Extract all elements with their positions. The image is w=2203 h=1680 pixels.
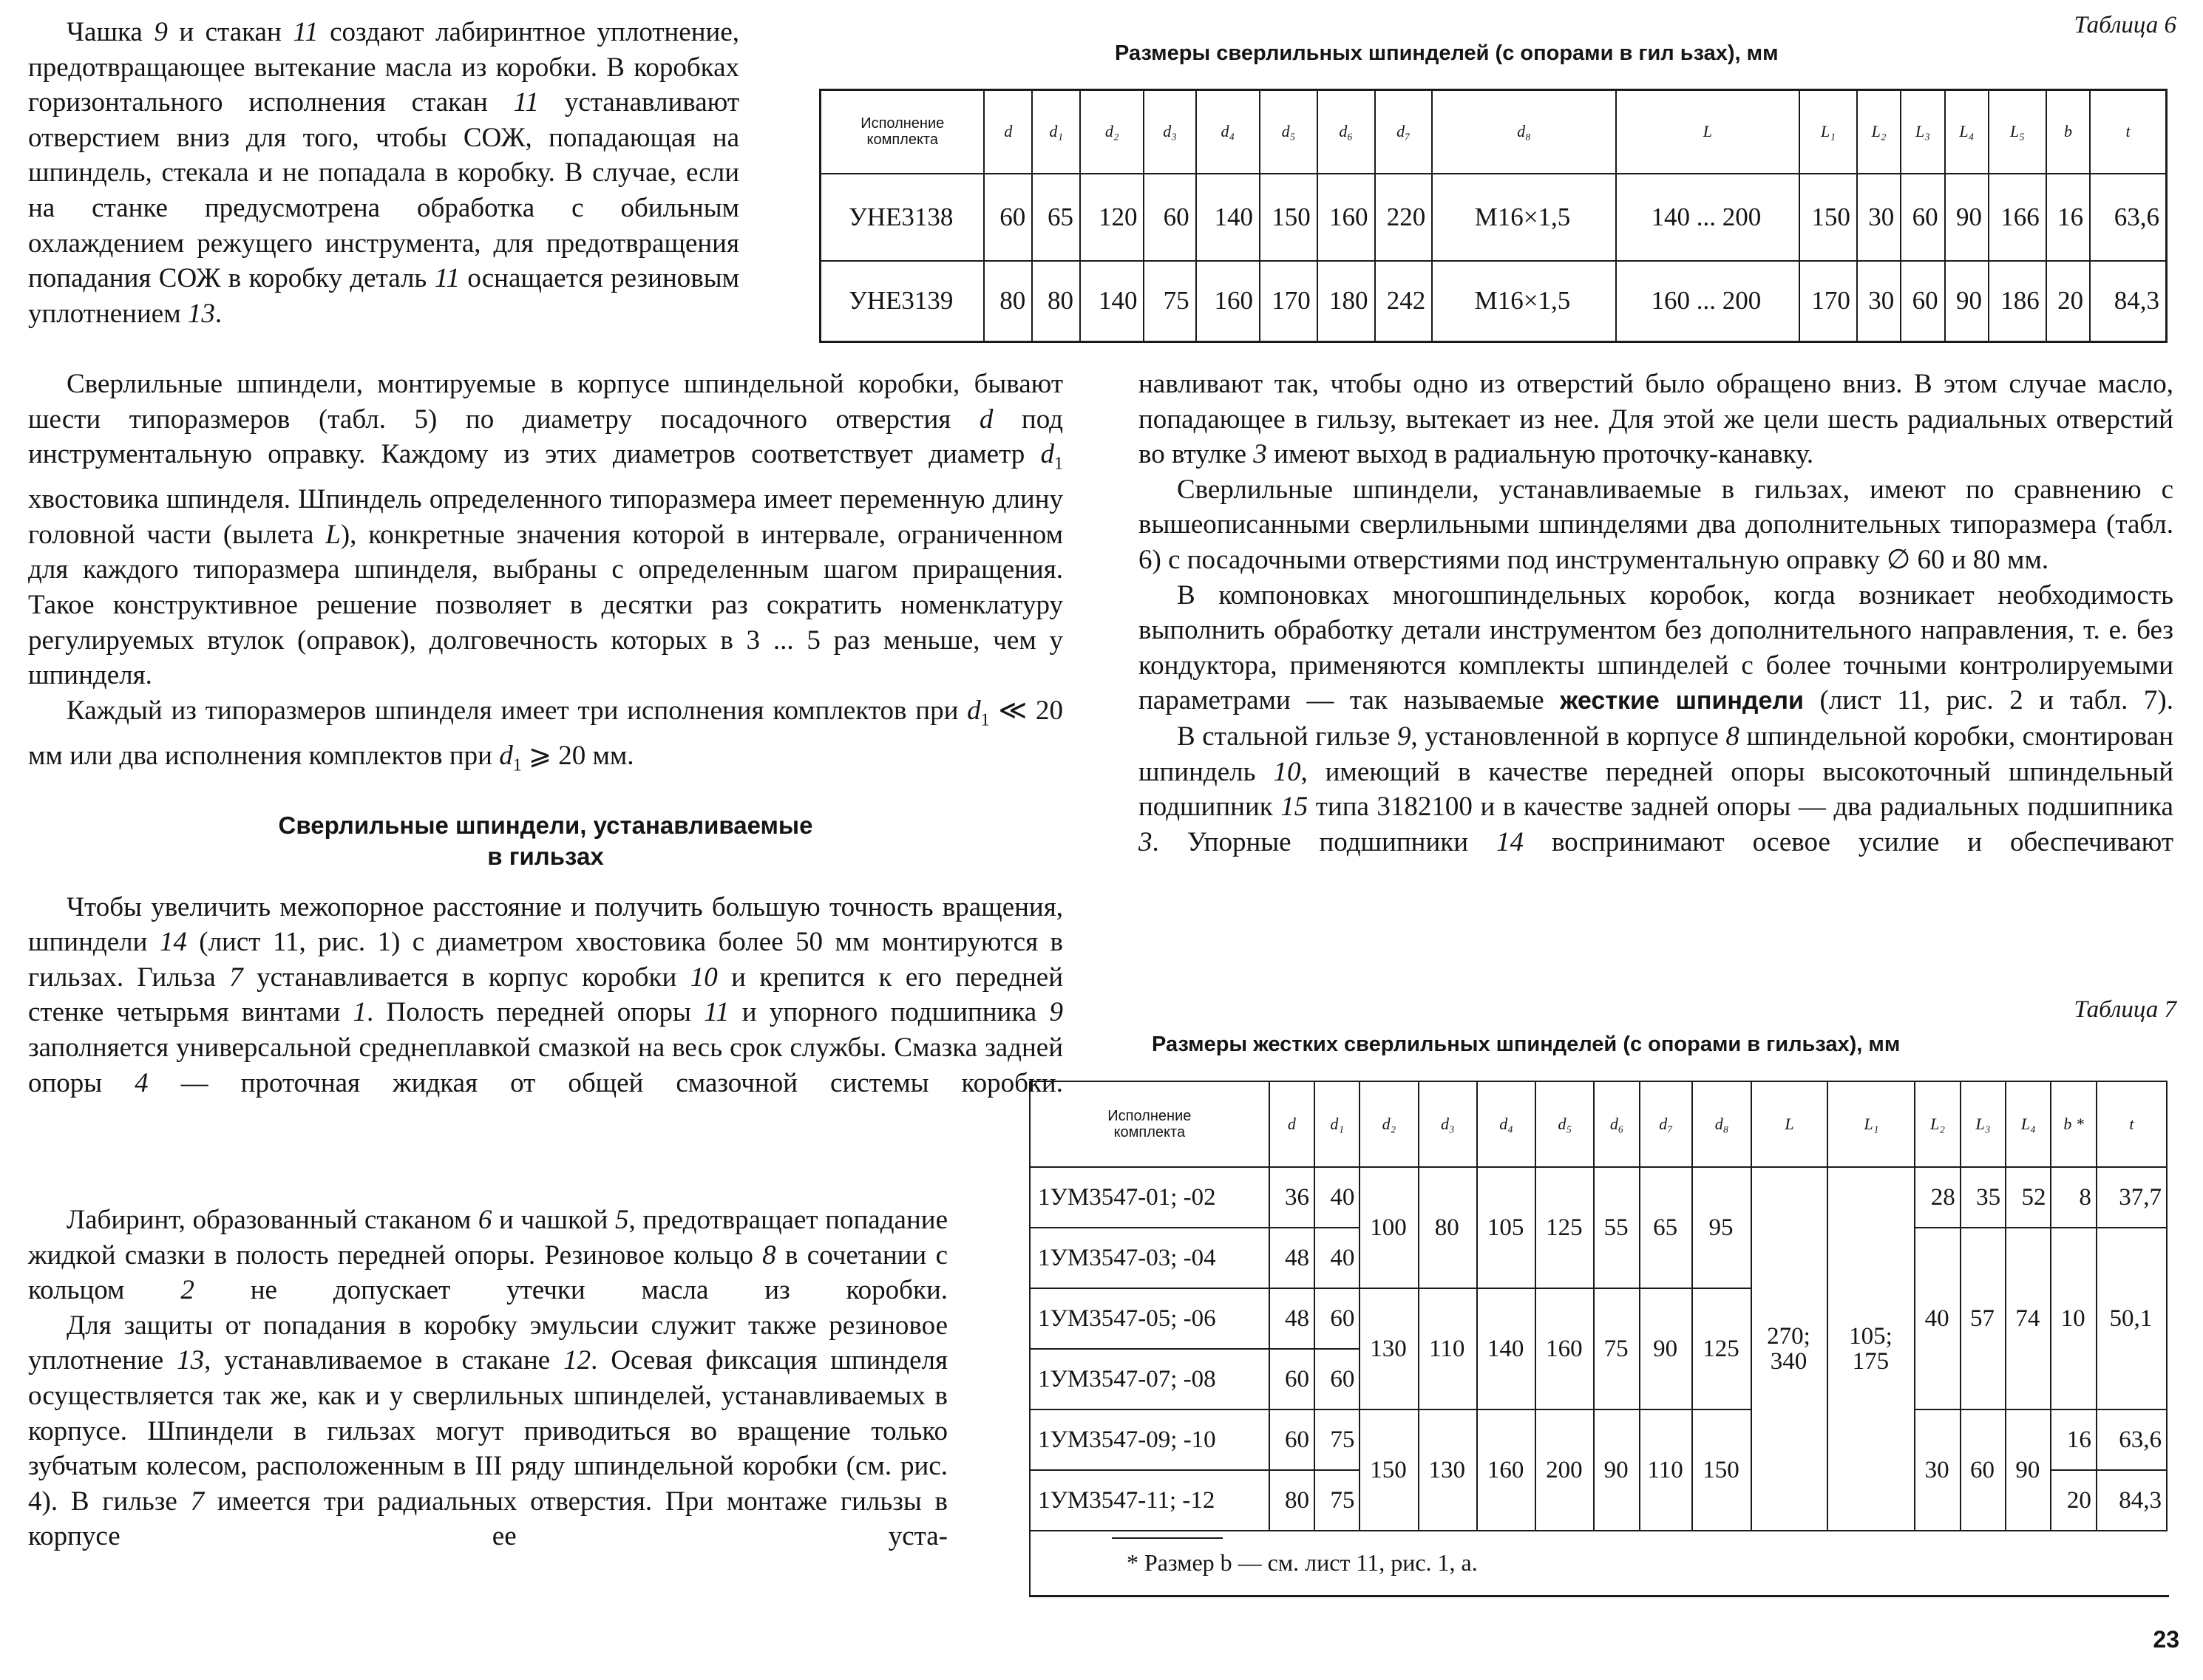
table6-cell: 242 <box>1375 261 1433 342</box>
table7-cell: 37,7 <box>2097 1167 2167 1228</box>
table7-cell: 8 <box>2051 1167 2096 1228</box>
text-run: Для защиты от попадания в коробку эмульсии служит также резиновое уплотнение <box>28 1310 948 1376</box>
table6-cell: 220 <box>1375 174 1433 261</box>
table6-cell: 160 ... 200 <box>1616 261 1799 342</box>
italic-ref: 8 <box>762 1239 776 1271</box>
table6-row <box>821 261 2167 342</box>
table6-cell: 90 <box>1945 174 1989 261</box>
table7-cell: 80 <box>1419 1167 1477 1288</box>
text-run: (лист 11, рис. 2 и табл. 7). <box>1803 685 2173 716</box>
text-run: навливают так, чтобы одно из отверстий было обращено вниз. В этом случае масло, попадающее в гильзу, вытекает из нее. Для этой же цели шесть радиальных отверстий во втулке <box>1138 369 2173 470</box>
italic-ref: 13 <box>177 1345 205 1376</box>
text-run: воспринимают осевое усилие и обеспечивают <box>1523 826 2174 857</box>
table7-cell: 150 <box>1692 1409 1751 1531</box>
paragraph <box>1138 472 2173 578</box>
table6-cell: 20 <box>2046 261 2090 342</box>
table7-cell: 40 <box>1915 1228 1960 1409</box>
italic-ref: 11 <box>704 997 730 1028</box>
table7-cell: 95 <box>1692 1167 1751 1288</box>
table7-cell: 125 <box>1535 1167 1594 1288</box>
table7-header-cell: d <box>1269 1081 1314 1167</box>
text-run: ⩾ 20 мм. <box>521 740 634 771</box>
table7-cell: 75 <box>1314 1470 1360 1531</box>
table7-name-cell: 1УМ3547-11; -12 <box>1030 1470 1269 1531</box>
section-heading <box>28 810 1063 872</box>
text-run: , имеющий в качестве передней опоры высокоточный шпиндельный подшипник <box>1138 756 2173 823</box>
text-run: имеют выход в радиальную проточку-канавку. <box>1266 439 1814 470</box>
paragraph <box>28 693 1063 783</box>
table7-cell: 125 <box>1692 1288 1751 1409</box>
table6-header-cell: d₈ <box>1432 90 1615 174</box>
italic-ref: 15 <box>1280 792 1308 823</box>
table6-cell: 140 ... 200 <box>1616 174 1799 261</box>
table7-cell: 10 <box>2051 1228 2096 1409</box>
italic-ref: 14 <box>1496 826 1524 857</box>
left-column-top <box>28 15 739 331</box>
table7-cell: 160 <box>1535 1288 1594 1409</box>
table7-title: Размеры жестких сверлильных шпинделей (с опорами в гильзах), мм <box>1152 1033 1901 1056</box>
table7-cell: 60 <box>1269 1349 1314 1409</box>
table7-header-cell: d₁ <box>1314 1081 1360 1167</box>
italic-ref: 12 <box>563 1345 591 1376</box>
text-run: типа 3182100 и в качестве задней опоры — два радиальных подшипника <box>1308 792 2173 823</box>
table6-cell: 150 <box>1799 174 1857 261</box>
table7-cell: 84,3 <box>2097 1470 2167 1531</box>
italic-ref: 3 <box>1253 439 1267 470</box>
header-label-line: Исполнение <box>1107 1108 1192 1124</box>
text-run: создают лабиринтное уплотнение, предотвращающее вытекание масла из коробки. В коробках горизонтального исполнения стакан <box>28 17 739 118</box>
text-run: . Осевая фиксация шпинделя осуществляется так же, как и у сверлильных шпинделей, устанавливаемых в корпусе. Шпиндели в гильзах могут приводиться во вращение только зубчатым колесом, расположенным в III ряду шпиндельной коробки (см. рис. 4). В гильзе <box>28 1345 948 1517</box>
table7-header-cell: d₄ <box>1477 1081 1535 1167</box>
table6-header-cell: t <box>2090 90 2166 174</box>
table6-cell: М16×1,5 <box>1432 261 1615 342</box>
text-run: хвостовика шпинделя. Шпиндель определенного типоразмера имеет переменную длину головной части (вылета <box>28 484 1063 550</box>
left-column-bottom <box>28 1203 948 1554</box>
table7-cell: 140 <box>1477 1288 1535 1409</box>
italic-ref: 5 <box>615 1205 629 1235</box>
text-run: В стальной гильзе <box>1177 721 1398 752</box>
text-run: и крепится к его передней стенке четырьмя винтами <box>28 962 1063 1028</box>
text-run: оснащается резиновым уплотнением <box>28 263 739 329</box>
paragraph <box>1138 719 2173 860</box>
table6 <box>819 89 2168 343</box>
italic-ref: 6 <box>478 1205 492 1235</box>
text-run: Каждый из типоразмеров шпинделя имеет три исполнения комплектов при <box>67 695 968 726</box>
table6-header-cell: L₂ <box>1857 90 1901 174</box>
paragraph <box>28 1203 948 1308</box>
paragraph <box>1138 367 2173 472</box>
table7-cell: 60 <box>1314 1288 1360 1349</box>
right-column <box>1138 367 2173 860</box>
italic-ref: 13 <box>187 298 215 329</box>
table7-name-cell: 1УМ3547-01; -02 <box>1030 1167 1269 1228</box>
table6-header-cell: d₇ <box>1375 90 1433 174</box>
table7-header-cell: L₃ <box>1961 1081 2006 1167</box>
italic-ref: 3 <box>1138 826 1153 857</box>
table7-cell: 48 <box>1269 1288 1314 1349</box>
text-run: Чашка <box>67 17 155 47</box>
text-run: и чашкой <box>492 1205 616 1235</box>
table7-cell: 60 <box>1269 1409 1314 1470</box>
cell-line: 270; <box>1767 1323 1810 1350</box>
paragraph <box>28 367 1063 693</box>
table7-header-cell: L₄ <box>2006 1081 2051 1167</box>
text-run: устанавливается в корпус коробки <box>242 962 690 993</box>
text-run: ), конкретные значения которой в интервале, ограниченном для каждого типоразмера шпинделя, выбраны с определенным шагом приращения. Такое конструктивное решение позволяет в десятки раз сократить номенклатуру регулируемых втулок (оправок), долговечность которых в 3 ... 5 раз меньше, чем у шпинделя. <box>28 519 1063 691</box>
table6-cell: 166 <box>1989 174 2046 261</box>
table7-cell: 150 <box>1360 1409 1418 1531</box>
header-label-line: комплекта <box>1113 1124 1186 1140</box>
table7-cell: 75 <box>1314 1409 1360 1470</box>
table7-cell: 90 <box>1594 1409 1639 1531</box>
table7-cell: 20 <box>2051 1470 2096 1531</box>
italic-ref: 8 <box>1725 721 1739 752</box>
table6-cell: 60 <box>1901 174 1944 261</box>
table6-cell: 150 <box>1260 174 1317 261</box>
italic-ref: 11 <box>513 87 539 118</box>
table6-cell: 80 <box>1032 261 1080 342</box>
table7-cell: 100 <box>1360 1167 1418 1288</box>
text-run: . Полость передней опоры <box>366 997 705 1028</box>
italic-ref: d <box>499 740 513 771</box>
table6-header-cell: d₆ <box>1317 90 1375 174</box>
italic-ref: 11 <box>434 263 460 294</box>
table7-name-cell: 1УМ3547-05; -06 <box>1030 1288 1269 1349</box>
text-run: и упорного подшипника <box>729 997 1050 1028</box>
header-label-line: комплекта <box>866 132 938 149</box>
table6-header-cell: d₃ <box>1144 90 1195 174</box>
text-run: Чтобы увеличить межопорное расстояние и получить большую точность вращения, шпиндели <box>28 891 1063 958</box>
table7-caption: Таблица 7 <box>2074 996 2176 1023</box>
table7-cell: 35 <box>1961 1167 2006 1228</box>
table7-header-cell: d₇ <box>1640 1081 1693 1167</box>
italic-ref: 7 <box>190 1486 205 1517</box>
table6-cell: 63,6 <box>2090 174 2166 261</box>
paragraph <box>1138 578 2173 719</box>
text-run: под инструментальную оправку. Каждому из этих диаметров соответствует диаметр <box>28 404 1063 470</box>
table7-name-cell: 1УМ3547-03; -04 <box>1030 1228 1269 1288</box>
text-run: (лист 11, рис. 1) с диаметром хвостовика более 50 мм монтируются в гильзах. Гильза <box>28 927 1064 993</box>
table7-header-cell: L₁ <box>1827 1081 1915 1167</box>
subscript: 1 <box>512 755 522 775</box>
italic-ref: d <box>967 695 981 726</box>
table7-cell: 65 <box>1640 1167 1693 1288</box>
page-number: 23 <box>2153 1626 2179 1653</box>
text-run: и стакан <box>167 17 293 47</box>
text-run: устанавливают отверстием вниз для того, чтобы СОЖ, попадающая на шпиндель, стекала и не попадала в коробку. В случае, если на станке предусмотрена обработка с обильным охлаждением режущего инструмента, для предотвращения попадания СОЖ в коробку деталь <box>28 87 739 294</box>
table6-cell: 120 <box>1080 174 1144 261</box>
table6-cell: 30 <box>1857 261 1901 342</box>
table6-header-cell: d <box>984 90 1032 174</box>
table7-header-cell: d₆ <box>1594 1081 1639 1167</box>
left-column-main <box>28 367 1063 1101</box>
table7-cell: 55 <box>1594 1167 1639 1288</box>
text-run: , установленной в корпусе <box>1411 721 1726 752</box>
text-run: . Упорные подшипники <box>1152 826 1496 857</box>
table7-cell: 80 <box>1269 1470 1314 1531</box>
table7-cell: 74 <box>2006 1228 2051 1409</box>
table6-cell: 160 <box>1196 261 1260 342</box>
bold-term: жесткие шпиндели <box>1560 687 1804 715</box>
table7 <box>1029 1081 2168 1531</box>
italic-ref: 10 <box>1273 756 1301 787</box>
table7-cell: 160 <box>1477 1409 1535 1531</box>
table7-cell: 40 <box>1314 1228 1360 1288</box>
heading-line: в гильзах <box>487 842 604 870</box>
footnote-rule <box>1112 1537 1223 1539</box>
text-run: — проточная жидкая от общей смазочной системы коробки. <box>148 1067 1063 1098</box>
table7-header-cell: L <box>1751 1081 1828 1167</box>
text-run: , устанавливаемое в стакане <box>204 1345 564 1376</box>
table7-row <box>1030 1409 2167 1470</box>
table7-header-cell: b * <box>2051 1081 2096 1167</box>
italic-ref: 1 <box>353 997 367 1028</box>
paragraph <box>28 1308 948 1554</box>
table6-cell: 60 <box>1144 174 1195 261</box>
italic-ref: 9 <box>1397 721 1411 752</box>
italic-ref: d <box>1040 439 1054 470</box>
table6-cell: 65 <box>1032 174 1080 261</box>
table7-footnote-box <box>1029 1523 2169 1597</box>
table6-title: Размеры сверлильных шпинделей (с опорами в гил ьзах), мм <box>1115 41 1779 65</box>
italic-ref: 9 <box>1049 997 1063 1028</box>
table6-caption: Таблица 6 <box>2074 12 2176 38</box>
table7-cell: 130 <box>1419 1409 1477 1531</box>
table6-header-cell: L₄ <box>1945 90 1989 174</box>
table6-cell: УНЕ3138 <box>821 174 985 261</box>
italic-ref: 9 <box>154 17 168 47</box>
table7-cell: 16 <box>2051 1409 2096 1470</box>
cell-line: 175 <box>1852 1348 1890 1375</box>
table6-header-cell: b <box>2046 90 2090 174</box>
text-run: заполняется универсальной среднеплавкой смазкой на весь срок службы. Смазка задней опоры <box>28 1033 1063 1098</box>
subscript: 1 <box>1054 454 1063 474</box>
table6-cell: 160 <box>1317 174 1375 261</box>
subscript: 1 <box>980 710 990 730</box>
table6-cell: 140 <box>1196 174 1260 261</box>
text-run: не допускает утечки масла из коробки. <box>194 1275 948 1306</box>
text-run: Лабиринт, образованный стаканом <box>67 1205 478 1235</box>
text-run: шпиндельной коробки, смонтирован шпиндель <box>1138 721 2173 787</box>
italic-ref: 14 <box>159 927 187 958</box>
table7-cell: 130 <box>1360 1288 1418 1409</box>
table6-cell: 170 <box>1799 261 1857 342</box>
text-run: ≪ 20 мм или два исполнения комплектов при <box>28 695 1063 771</box>
table6-header-cell: d₁ <box>1032 90 1080 174</box>
italic-ref: 4 <box>135 1067 149 1098</box>
table6-row <box>821 174 2167 261</box>
table7-cell: 48 <box>1269 1228 1314 1288</box>
table7-header-cell: d₈ <box>1692 1081 1751 1167</box>
table6-header-cell: d₂ <box>1080 90 1144 174</box>
table7-footnote: * Размер b — см. лист 11, рис. 1, а. <box>1127 1549 1478 1576</box>
table6-header-cell: L₃ <box>1901 90 1944 174</box>
table6-cell: 30 <box>1857 174 1901 261</box>
table6-cell: 180 <box>1317 261 1375 342</box>
table7-header-cell: d₃ <box>1419 1081 1477 1167</box>
table7-cell: 110 <box>1419 1288 1477 1409</box>
text-run: имеется три радиальных отверстия. При монтаже гильзы в корпусе ее уста- <box>28 1486 948 1552</box>
table7-cell <box>1827 1167 1915 1531</box>
table6-cell: 80 <box>984 261 1032 342</box>
table7-cell: 52 <box>2006 1167 2051 1228</box>
table6-cell: 90 <box>1945 261 1989 342</box>
table6-header-label <box>821 90 985 174</box>
table7-cell: 60 <box>1961 1409 2006 1531</box>
table6-cell: 186 <box>1989 261 2046 342</box>
table7-cell: 28 <box>1915 1167 1960 1228</box>
table6-cell: 60 <box>984 174 1032 261</box>
table7-cell <box>1751 1167 1828 1531</box>
table7-cell: 40 <box>1314 1167 1360 1228</box>
paragraph <box>28 890 1063 1101</box>
table6-header-cell: d₄ <box>1196 90 1260 174</box>
heading-line: Сверлильные шпиндели, устанавливаемые <box>278 811 813 839</box>
italic-ref: 2 <box>180 1275 194 1306</box>
text-run: В компоновках многошпиндельных коробок, когда возникает необходимость выполнить обработку детали инструментом без дополнительного направления, т. е. без кондуктора, применяются комплекты шпинделей с более точными контролируемыми параметрами — так называемые <box>1138 579 2173 716</box>
italic-ref: 11 <box>293 17 319 47</box>
table7-row <box>1030 1167 2167 1228</box>
table7-cell: 36 <box>1269 1167 1314 1228</box>
cell-line: 105; <box>1849 1323 1893 1350</box>
paragraph <box>28 15 739 331</box>
table6-cell: УНЕ3139 <box>821 261 985 342</box>
table6-cell: 16 <box>2046 174 2090 261</box>
table6-header-cell: L₅ <box>1989 90 2046 174</box>
table6-cell: 84,3 <box>2090 261 2166 342</box>
table6-header-cell: d₅ <box>1260 90 1317 174</box>
table7-cell: 90 <box>2006 1409 2051 1531</box>
table7-cell: 50,1 <box>2097 1228 2167 1409</box>
text-run: в сочетании с кольцом <box>28 1239 948 1306</box>
table7-cell: 200 <box>1535 1409 1594 1531</box>
table7-cell: 105 <box>1477 1167 1535 1288</box>
text-run: , предотвращает попадание жидкой смазки в полость передней опоры. Резиновое кольцо <box>28 1205 948 1271</box>
italic-ref: 10 <box>690 962 718 993</box>
table7-header-cell: t <box>2097 1081 2167 1167</box>
text-run: Сверлильные шпиндели, устанавливаемые в гильзах, имеют по сравнению с вышеописанными сверлильными шпинделями два дополнительных типоразмера (табл. 6) с посадочными отверстиями под инструментальную оправку ∅ 60 и 80 мм. <box>1138 474 2173 575</box>
table7-name-cell: 1УМ3547-07; -08 <box>1030 1349 1269 1409</box>
table6-cell: 75 <box>1144 261 1195 342</box>
cell-line: 340 <box>1770 1348 1807 1375</box>
italic-ref: d <box>979 404 994 435</box>
table6-cell: 140 <box>1080 261 1144 342</box>
table6-header-cell: L <box>1616 90 1799 174</box>
text-run: Сверлильные шпиндели, монтируемые в корпусе шпиндельной коробки, бывают шести типоразмеров (табл. 5) по диаметру посадочного отверстия <box>28 369 1063 435</box>
table7-cell: 75 <box>1594 1288 1639 1409</box>
table6-header-cell: L₁ <box>1799 90 1857 174</box>
table7-header-label <box>1030 1081 1269 1167</box>
table6-cell: 170 <box>1260 261 1317 342</box>
text-run: . <box>214 298 223 329</box>
table7-name-cell: 1УМ3547-09; -10 <box>1030 1409 1269 1470</box>
table7-cell: 90 <box>1640 1288 1693 1409</box>
italic-ref: L <box>325 519 341 550</box>
table7-cell: 57 <box>1961 1228 2006 1409</box>
table6-cell: М16×1,5 <box>1432 174 1615 261</box>
table7-header-cell: d₂ <box>1360 1081 1418 1167</box>
table7-cell: 30 <box>1915 1409 1960 1531</box>
table7-cell: 110 <box>1640 1409 1693 1531</box>
table7-header-cell: L₂ <box>1915 1081 1960 1167</box>
italic-ref: 7 <box>229 962 243 993</box>
header-label-line: Исполнение <box>861 115 945 132</box>
table7-cell: 63,6 <box>2097 1409 2167 1470</box>
table7-cell: 60 <box>1314 1349 1360 1409</box>
table7-header-cell: d₅ <box>1535 1081 1594 1167</box>
table6-cell: 60 <box>1901 261 1944 342</box>
